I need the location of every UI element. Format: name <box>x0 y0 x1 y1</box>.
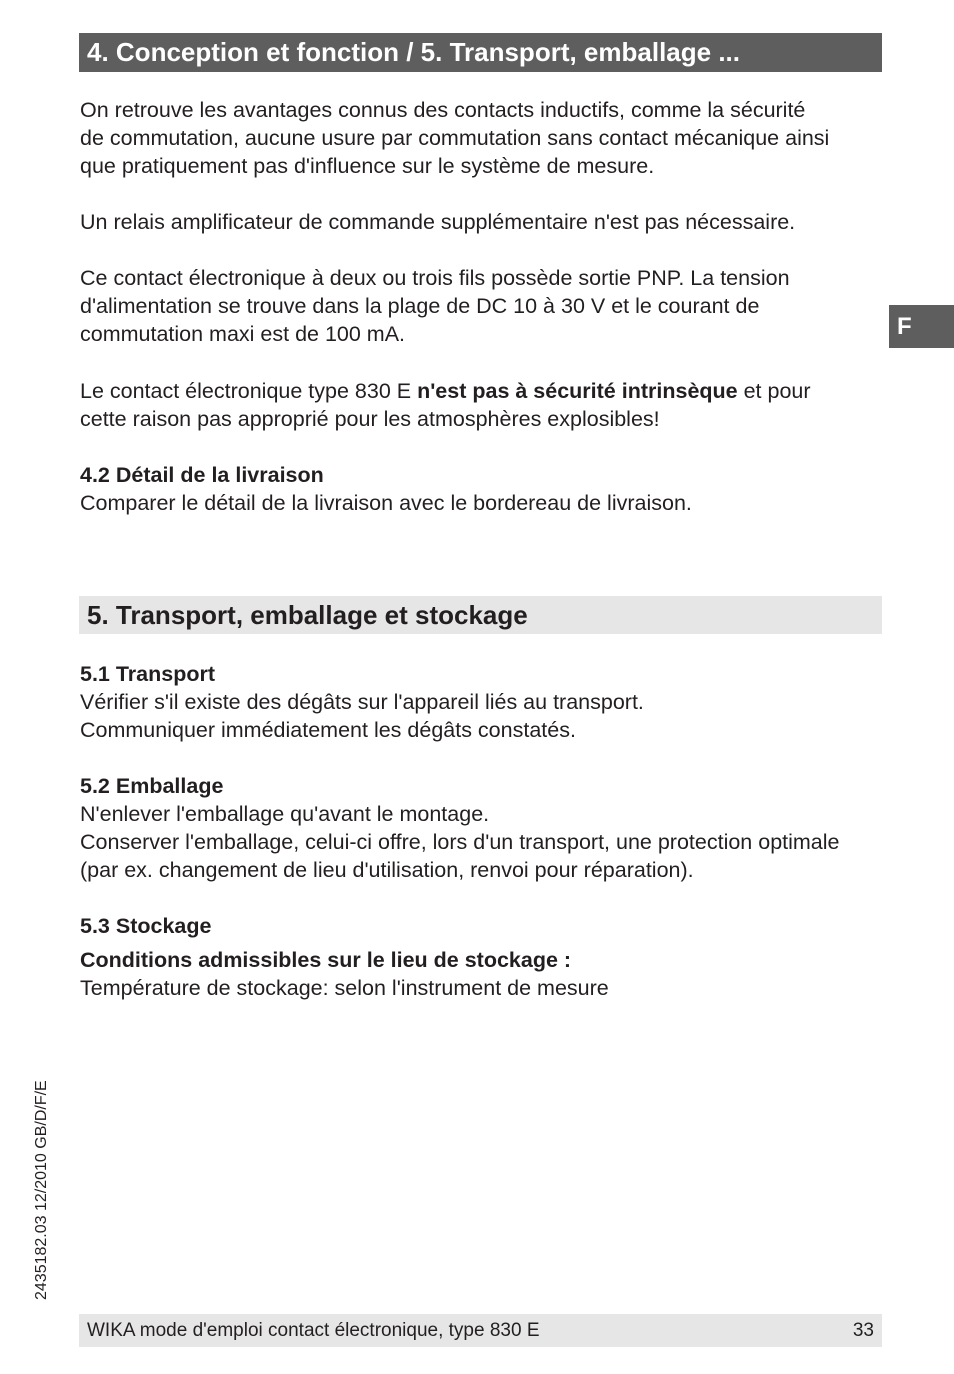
text-normal: Le contact électronique type 830 E <box>80 379 418 403</box>
subsection-4-2 <box>80 461 890 517</box>
section-header-transport: 5. Transport, emballage et stockage <box>79 596 882 634</box>
text-line: Communiquer immédiatement les dégâts constatés. <box>80 718 576 742</box>
text-line: d'alimentation se trouve dans la plage de DC 10 à 30 V et le courant de <box>80 294 760 318</box>
paragraph-pnp <box>80 264 890 348</box>
text-normal: et pour <box>737 379 811 403</box>
subsection-title: 5.2 Emballage <box>80 774 224 798</box>
language-tab: F <box>889 305 954 348</box>
text-line: commutation maxi est de 100 mA. <box>80 322 406 346</box>
subsection-5-2 <box>80 772 890 884</box>
text-line <box>80 377 890 405</box>
text-line: que pratiquement pas d'influence sur le système de mesure. <box>80 154 655 178</box>
subsection-title: 5.3 Stockage <box>80 914 212 938</box>
document-code: 2435182.03 12/2010 GB/D/F/E <box>33 1080 50 1300</box>
text-line: Vérifier s'il existe des dégâts sur l'appareil liés au transport. <box>80 690 644 714</box>
paragraph-relay <box>80 208 890 236</box>
subsection-5-3 <box>80 912 890 1002</box>
paragraph-advantages <box>80 96 890 180</box>
text-line: cette raison pas approprié pour les atmosphères explosibles! <box>80 407 660 431</box>
text-line: de commutation, aucune usure par commutation sans contact mécanique ainsi <box>80 126 830 150</box>
text-line: Un relais amplificateur de commande supplémentaire n'est pas nécessaire. <box>80 210 796 234</box>
text-line: N'enlever l'emballage qu'avant le montage. <box>80 802 490 826</box>
page-footer <box>79 1314 882 1347</box>
subsection-5-1 <box>80 660 890 744</box>
paragraph-safety-warning <box>80 377 890 433</box>
page-number: 33 <box>852 1320 874 1341</box>
footer-title: WIKA mode d'emploi contact électronique, type 830 E <box>87 1320 540 1341</box>
text-bold-warning: n'est pas à sécurité intrinsèque <box>417 379 738 403</box>
page-header: 4. Conception et fonction / 5. Transport, emballage ... <box>79 33 882 72</box>
text-line: Comparer le détail de la livraison avec le bordereau de livraison. <box>80 491 692 515</box>
text-line: Ce contact électronique à deux ou trois fils possède sortie PNP. La tension <box>80 266 790 290</box>
text-line: (par ex. changement de lieu d'utilisation, renvoi pour réparation). <box>80 858 694 882</box>
text-line: On retrouve les avantages connus des contacts inductifs, comme la sécurité <box>80 98 806 122</box>
text-line: Température de stockage: selon l'instrument de mesure <box>80 976 609 1000</box>
storage-conditions-title: Conditions admissibles sur le lieu de stockage : <box>80 948 572 972</box>
subsection-title: 4.2 Détail de la livraison <box>80 463 324 487</box>
subsection-title: 5.1 Transport <box>80 662 216 686</box>
text-line: Conserver l'emballage, celui-ci offre, lors d'un transport, une protection optimale <box>80 830 840 854</box>
